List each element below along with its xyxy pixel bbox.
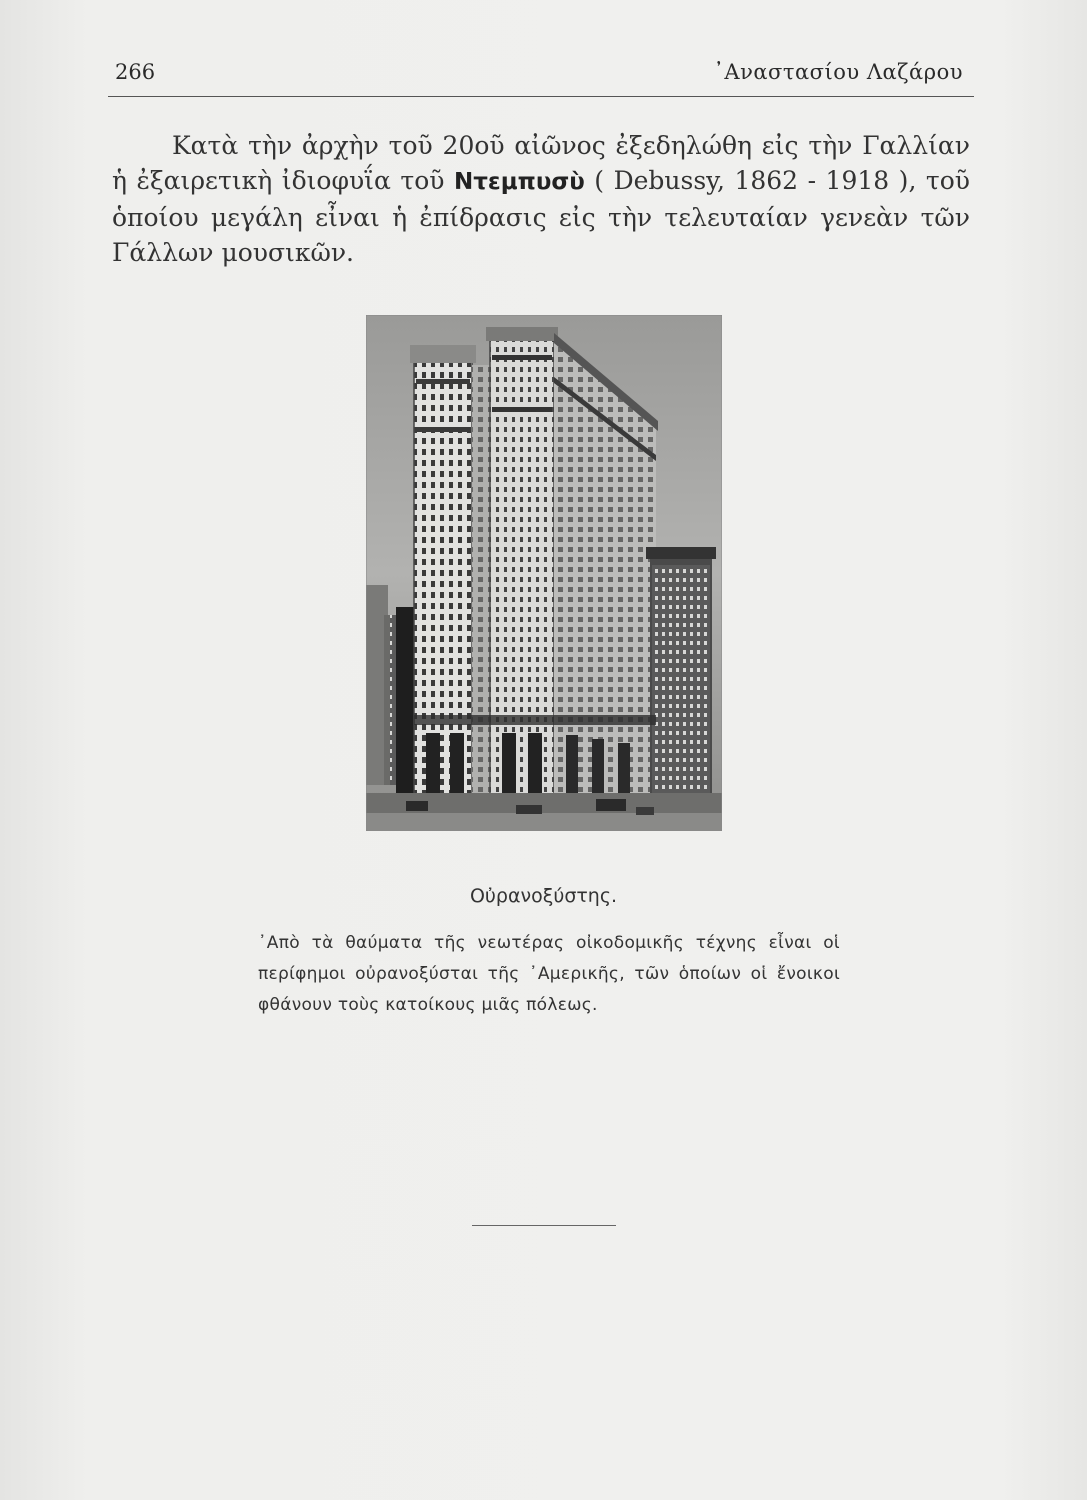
- figure-caption-title: Οὐρανοξύστης.: [469, 885, 618, 907]
- figure-caption-text: ᾽Απὸ τὰ θαύματα τῆς νεωτέρας οἰκοδομικῆς τέχνης εἶναι οἱ περίφημοι οὐρανοξύσται τῆς ᾽Αμερικῆς, τῶν ὁποίων οἱ ἔνοικοι φθάνουν τοὺς κατοίκους μιᾶς πόλεως.: [258, 933, 840, 1015]
- body-text-after: ( Debussy, 1862 - 1918 ), τοῦ ὁποίου μεγάλη εἶναι ἡ ἐπίδρασις εἰς τὴν τελευταίαν γενεὰν τῶν Γάλλων μουσικῶν.: [112, 166, 970, 267]
- header-rule: [108, 96, 974, 97]
- page-header: [115, 60, 971, 94]
- body-text-before: Κατὰ τὴν ἀρχὴν τοῦ 20οῦ αἰῶνος ἐξεδηλώθη εἰς τὴν Γαλλίαν ἡ ἐξαιρετικὴ ἰδιοφυΐα τοῦ: [112, 131, 970, 195]
- running-head: ᾽Αναστασίου Λαζάρου: [713, 60, 963, 84]
- body-paragraph: [112, 128, 970, 270]
- end-rule: [472, 1225, 616, 1226]
- composer-name: Ντεμπυσὺ: [453, 169, 585, 195]
- page-number: 266: [115, 60, 156, 84]
- skyscraper-photo: [366, 315, 722, 831]
